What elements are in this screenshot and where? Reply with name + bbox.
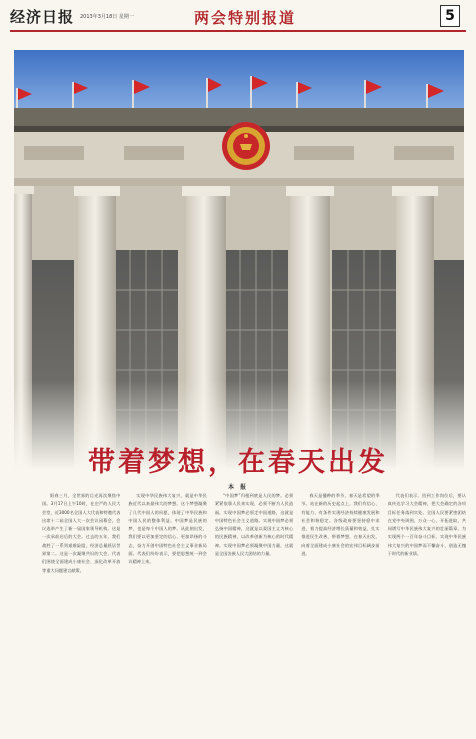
page-number-box: 5: [440, 5, 460, 27]
paragraph: 春天是播种的季节，春天是希望的季节。站在新的历史起点上，我们有信心、有能力、有条件实现经济持续健康发展和社会和谐稳定。各级政府要坚持稳中求进，着力提高经济增长质量和效益，扎实推进民生改善，带着梦想，在春天出发，向着全面建成小康社会的宏伟目标阔步前进。: [301, 493, 380, 557]
great-hall-photo: [14, 50, 464, 470]
paragraph: 阳春三月，全世界的目光再次聚焦中国。3月17日上午10时，在庄严的人民大会堂，近3000名全国人大代表和特邀代表出席十二届全国人大一次会议闭幕会，会议选举产生了新一届国家领导机构。这是一次承前启后的大会。过去的五年，我们战胜了一系列艰难险阻，经济总量跃居世界第二。这是一次凝聚共识的大会，代表们围绕全面建成小康社会、深化改革开放等重大问题建言献策。: [42, 493, 121, 573]
paragraph: 实现中华民族伟大复兴，就是中华民族近代以来最伟大的梦想。这个梦想凝聚了几代中国人的夙愿，体现了中华民族和中国人民的整体利益。中国梦是民族的梦，也是每个中国人的梦。从此刻出发，我们要以更加坚定的信心、更加昂扬的斗志，奋力开创中国特色社会主义事业新局面。代表们纷纷表示，要把思想统一到会议精神上来。: [128, 493, 207, 565]
dateline: 2013年3月18日 星期一: [80, 14, 134, 20]
paragraph: 代表们表示，回到工作岗位后，要认真传达学习大会精神，把大会确定的各项目标任务落到实处。全国人民要紧密团结在党中央周围，万众一心，开拓进取，共同谱写中华民族伟大复兴的壮丽篇章，为实现两个一百年奋斗目标、实现中华民族伟大复兴的中国梦而不懈奋斗，创造无愧于时代的新业绩。: [387, 493, 467, 557]
text-column: [215, 492, 293, 724]
article-byline: 本 报: [227, 484, 249, 491]
text-column: [128, 492, 206, 724]
text-column: [42, 492, 120, 724]
section-title: 两会特别报道: [194, 9, 297, 27]
great-hall-illustration: [14, 50, 464, 470]
masthead: 经济日报: [10, 8, 75, 26]
page-header: [10, 6, 466, 28]
article-body: [42, 492, 466, 724]
paragraph: “中国梦”归根到底是人民的梦。必须紧紧依靠人民来实现，必须不断为人民造福。实现中国梦必须走中国道路，这就是中国特色社会主义道路。实现中国梦必须弘扬中国精神，这就是以爱国主义为核心的民族精神，以改革创新为核心的时代精神。实现中国梦必须凝聚中国力量，这就是全国各族人民大团结的力量。: [214, 493, 294, 557]
text-column: [388, 492, 466, 724]
article-headline: 带着梦想，在春天出发: [88, 447, 388, 478]
text-column: [301, 492, 379, 724]
header-rule: [10, 30, 466, 32]
